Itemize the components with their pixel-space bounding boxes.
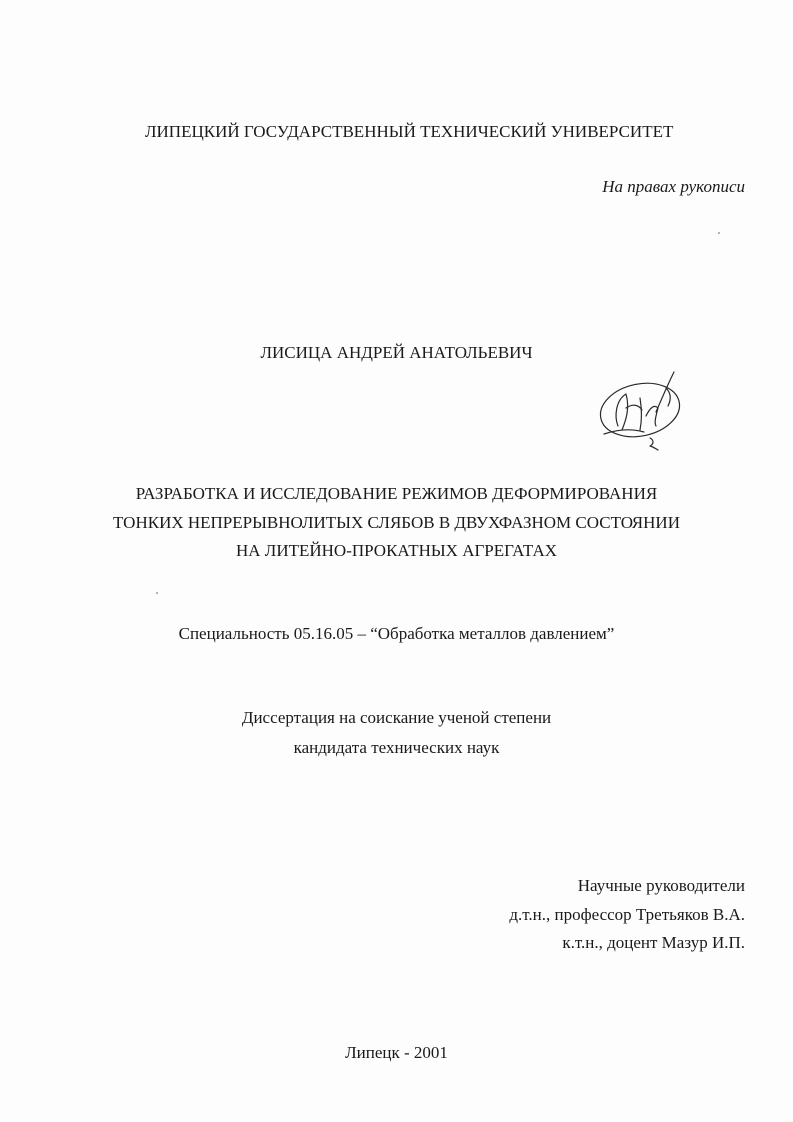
thesis-title-line-1: РАЗРАБОТКА И ИССЛЕДОВАНИЕ РЕЖИМОВ ДЕФОРМИРОВАНИЯ — [135, 484, 658, 503]
city-year: Липецк - 2001 — [345, 1043, 448, 1062]
supervisor-2: к.т.н., доцент Мазур И.П. — [562, 933, 745, 952]
signature-icon — [596, 368, 692, 452]
specialty-line: Специальность 05.16.05 – “Обработка металлов давлением” — [178, 624, 615, 643]
university-name: ЛИПЕЦКИЙ ГОСУДАРСТВЕННЫЙ ТЕХНИЧЕСКИЙ УНИВЕРСИТЕТ — [145, 122, 674, 141]
author-name: ЛИСИЦА АНДРЕЙ АНАТОЛЬЕВИЧ — [260, 343, 533, 362]
supervisor-1: д.т.н., профессор Третьяков В.А. — [509, 905, 745, 924]
scan-speck — [718, 232, 720, 234]
degree-line-2: кандидата технических наук — [293, 738, 500, 757]
degree-line-1: Диссертация на соискание ученой степени — [241, 708, 552, 727]
supervisors-heading: Научные руководители — [577, 876, 745, 895]
thesis-title-line-2: ТОНКИХ НЕПРЕРЫВНОЛИТЫХ СЛЯБОВ В ДВУХФАЗНОМ СОСТОЯНИИ — [113, 513, 680, 532]
thesis-title-line-3: НА ЛИТЕЙНО-ПРОКАТНЫХ АГРЕГАТАХ — [235, 541, 558, 560]
scan-speck — [156, 592, 158, 594]
manuscript-note: На правах рукописи — [602, 177, 745, 196]
